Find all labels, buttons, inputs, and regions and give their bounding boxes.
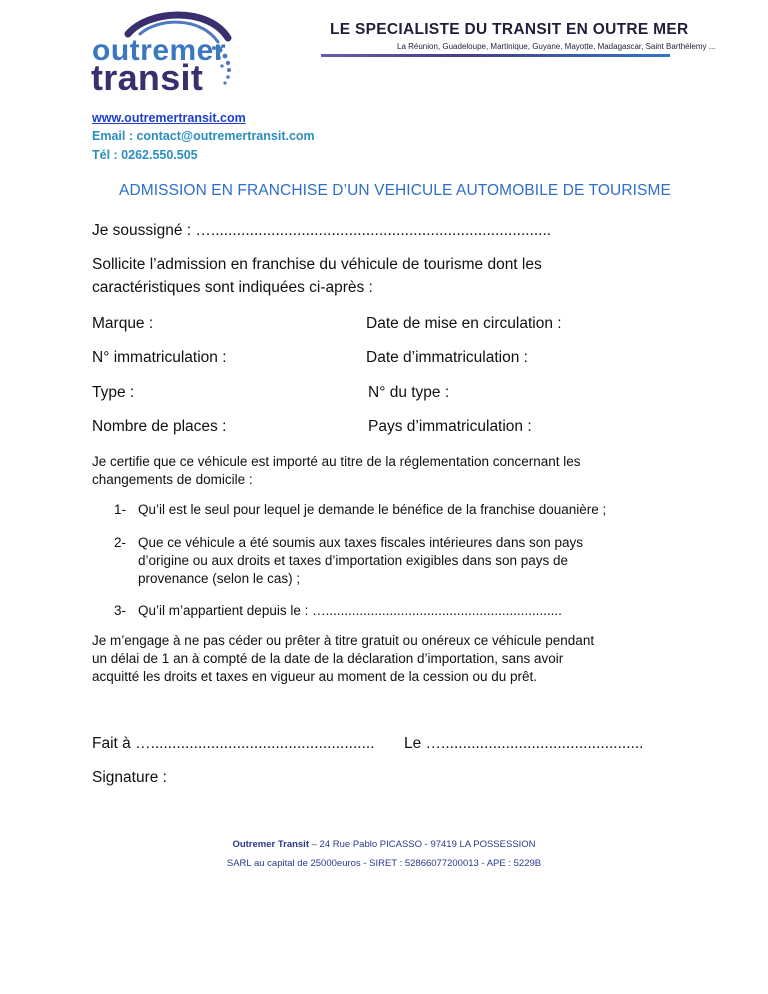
footer-legal: SARL au capital de 25000euros - SIRET : 52866077200013 - APE : 5229B [226,858,542,869]
phone-contact: Tél : 0262.550.505 [92,148,198,162]
engage-line-2: un délai de 1 an à compté de la date de la déclaration d’importation, sans avoir [92,651,564,666]
list-item-number: 1- [114,502,127,517]
field-date-circulation: Date de mise en circulation : [366,315,562,332]
signature-label: Signature : [92,769,167,786]
logo-word-outremer: outremer [92,34,227,67]
date-le-line: Le …............................................... [404,735,644,752]
certifie-line-1: Je certifie que ce véhicule est importé au titre de la réglementation concernant les [92,454,581,469]
field-type: Type : [92,384,135,401]
document-title: ADMISSION EN FRANCHISE D’UN VEHICULE AUTOMOBILE DE TOURISME [119,182,671,199]
field-numero-type: N° du type : [368,384,450,401]
footer-company: Outremer Transit [232,839,309,850]
soussigne-line: Je soussigné : …............................................................................... [92,222,552,239]
sollicite-line-1: Sollicite l’admission en franchise du véhicule de tourisme dont les [92,256,542,273]
list-item-text: d’origine ou aux droits et taxes d’importation exigibles dans son pays de [138,553,569,568]
field-nombre-places: Nombre de places : [92,418,227,435]
header-destinations: La Réunion, Guadeloupe, Martinique, Guyane, Mayotte, Madagascar, Saint Barthélemy ... [397,42,716,51]
header-tagline: LE SPECIALISTE DU TRANSIT EN OUTRE MER [330,21,689,38]
website-link[interactable]: www.outremertransit.com [92,111,246,125]
list-item-text: Qu’il m’appartient depuis le : …............................................................... [138,603,562,618]
engage-line-3: acquitté les droits et taxes en vigueur au moment de la cession ou du prêt. [92,669,538,684]
field-marque: Marque : [92,315,154,332]
certifie-line-2: changements de domicile : [92,472,253,487]
list-item-text: Que ce véhicule a été soumis aux taxes fiscales intérieures dans son pays [138,535,583,550]
list-item-number: 3- [114,603,127,618]
header-rule [321,54,670,57]
footer-address [0,839,768,850]
field-date-immatriculation: Date d’immatriculation : [366,349,528,366]
list-item-text: Qu’il est le seul pour lequel je demande le bénéfice de la franchise douanière ; [138,502,607,517]
email-contact: Email : contact@outremertransit.com [92,129,315,143]
logo-word-transit: transit [91,57,204,98]
sollicite-line-2: caractéristiques sont indiquées ci-après : [92,279,373,296]
footer-address-text: – 24 Rue Pablo PICASSO - 97419 LA POSSESSION [309,839,536,850]
list-item-number: 2- [114,535,127,550]
list-item-text: provenance (selon le cas) ; [138,571,301,586]
field-immatriculation: N° immatriculation : [92,349,227,366]
engage-line-1: Je m’engage à ne pas céder ou prêter à titre gratuit ou onéreux ce véhicule pendant [92,633,595,648]
field-pays-immatriculation: Pays d’immatriculation : [368,418,532,435]
fait-a-line: Fait à ….................................................... [92,735,375,752]
